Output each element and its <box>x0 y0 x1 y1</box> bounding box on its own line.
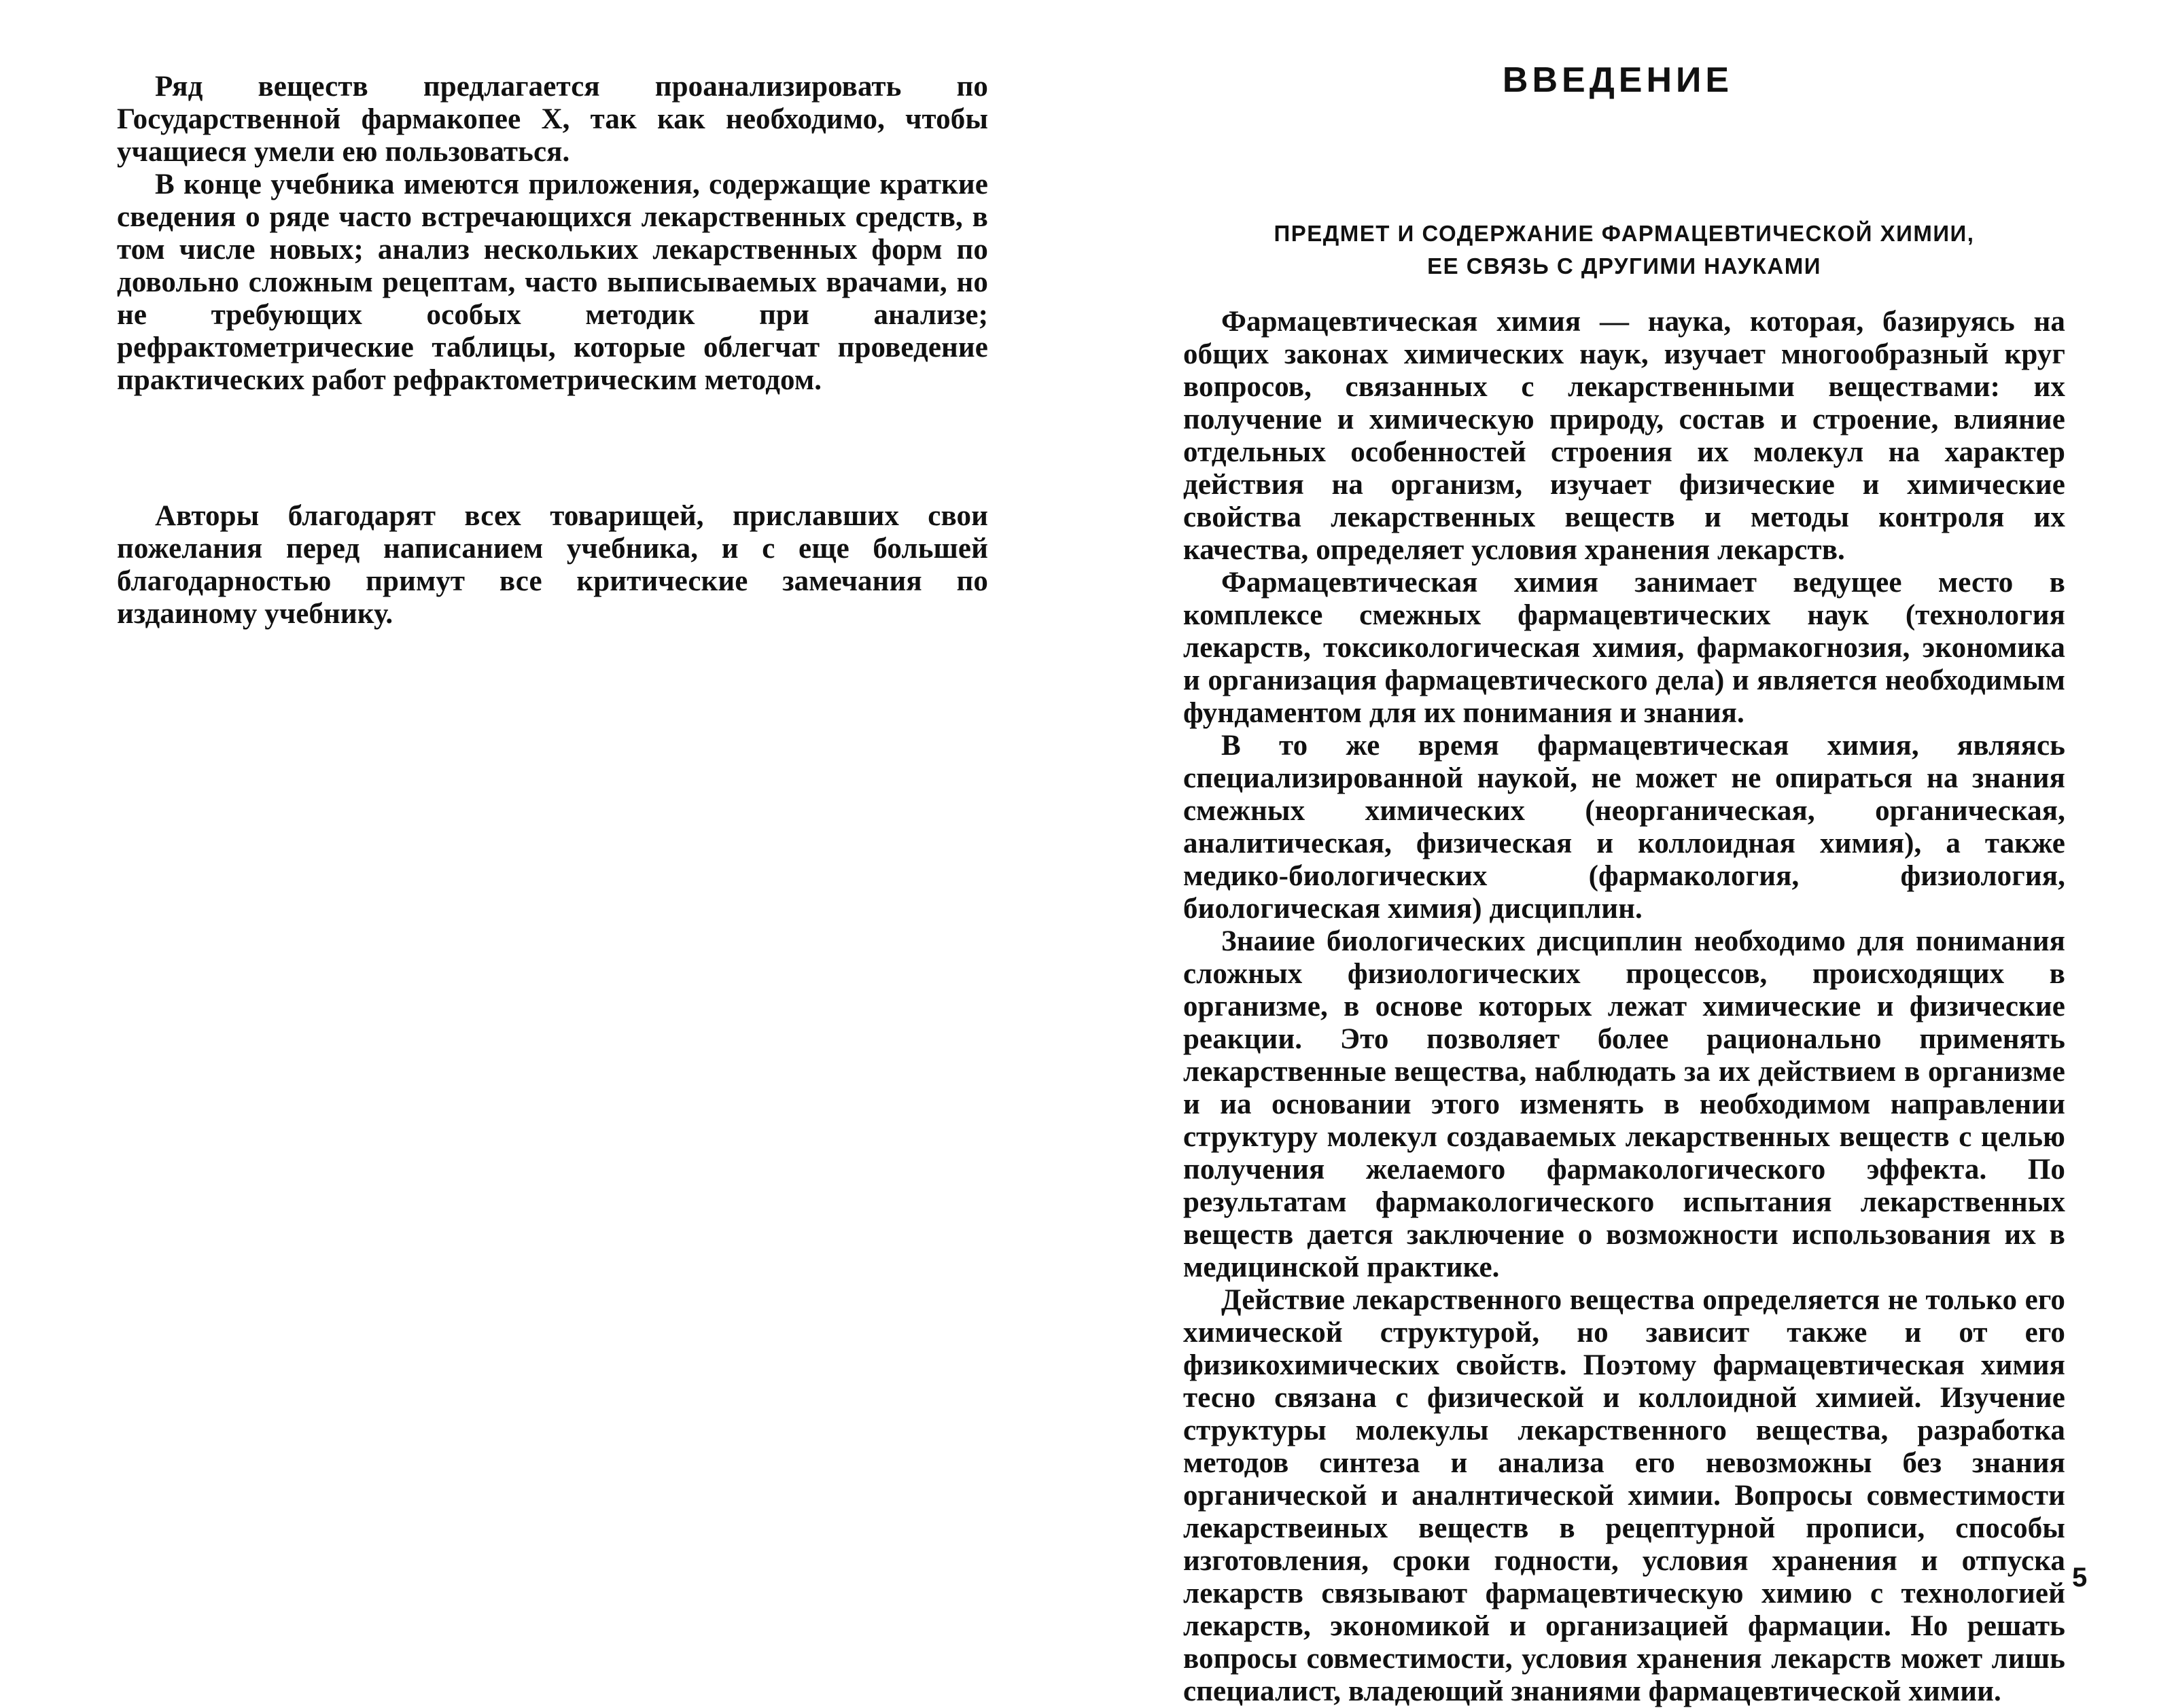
paragraph-pharmacopoeia: Ряд веществ предлагается проанализировать по Государственной фармакопее X, так как необходимо, чтобы учащиеся умели ею пользоваться. <box>117 71 988 168</box>
chapter-title: ВВЕДЕНИЕ <box>1502 60 1734 100</box>
paragraph-related-disciplines: В то же время фармацевтическая химия, являясь специализированной наукой, не может не опираться на знания смежных химических (неорганическая, органическая, аналитическая, физическая и коллоидная химия), а также медико-биологических (фармакология, физиология, биологическая химия) дисциплин. <box>1183 730 2065 925</box>
left-page <box>0 0 1078 1652</box>
paragraph-leading-place: Фармацевтическая химия занимает ведущее место в комплексе смежных фармацевтических наук (технология лекарств, токсикологическая химия, фармакогнозия, экономика и организация фармацевтического дела) и является необходимым фундаментом для их понимания и знания. <box>1183 567 2065 729</box>
section-title-line-2: ЕЕ СВЯЗЬ С ДРУГИМИ НАУКАМИ <box>1427 253 1821 279</box>
section-title-line-1: ПРЕДМЕТ И СОДЕРЖАНИЕ ФАРМАЦЕВТИЧЕСКОЙ ХИМИИ, <box>1274 221 1975 246</box>
left-page-text-column <box>117 71 988 630</box>
right-page <box>1078 0 2157 1707</box>
paragraph-acknowledgement: Авторы благодарят всех товарищей, приславших свои пожелания перед написанием учебника, и с еще большей благодарностью примут все критические замечания по издаиному учебнику. <box>117 500 988 630</box>
paragraph-appendices: В конце учебника имеются приложения, содержащие краткие сведения о ряде часто встречающихся лекарственных средств, в том числе новых; анализ нескольких лекарственных форм по довольно сложным рецептам, часто выписываемых врачами, но не требующих особых методик при анализе; рефрактометрические таблицы, которые облегчат проведение практических работ рефрактометрическим методом. <box>117 168 988 396</box>
page-number: 5 <box>2072 1563 2088 1593</box>
paragraph-definition: Фармацевтическая химия — наука, которая, базируясь на общих законах химических наук, изучает многообразный круг вопросов, связанных с лекарственными веществами: их получение и химическую природу, состав и строение, влияние отдельных особенностей строения их молекул на характер действия на организм, изучает физические и химические свойства лекарственных веществ и методы контроля их качества, определяет условия хранения лекарств. <box>1183 306 2065 566</box>
right-page-text-column <box>1183 306 2065 1708</box>
paragraph-physicochemical: Действие лекарственного вещества определяется не только его химической структурой, но зависит также и от его физикохимических свойств. Поэтому фармацевтическая химия тесно связана с физической и коллоидной химией. Изучение структуры молекулы лекарственного вещества, разработка методов синтеза и анализа его невозможны без знания органической и аналнтической химии. Вопросы совместимости лекарствеиных веществ в рецептурной прописи, способы изготовления, сроки годности, условия хранения и отпуска лекарств связывают фармацевтическую химию с технологией лекарств, экономикой и организацией фармации. Но решать вопросы совместимости, условия хранения лекарств может лишь специалист, владеющий знаниями фармацевтической химии. <box>1183 1284 2065 1707</box>
paragraph-biological-disciplines: Знаиие биологических дисциплин необходимо для понимания сложных физиологических процессов, происходящих в организме, в основе которых лежат химические и физические реакции. Это позволяет более рационально применять лекарственные вещества, наблюдать за их действием в организме и иа основании этого изменять в необходимом направлении структуру молекул создаваемых лекарственных веществ с целью получения желаемого фармакологического эффекта. По результатам фармакологического испытания лекарственных веществ дается заключение о возможности использования их в медицинской практике. <box>1183 925 2065 1283</box>
section-title <box>1183 217 2065 283</box>
